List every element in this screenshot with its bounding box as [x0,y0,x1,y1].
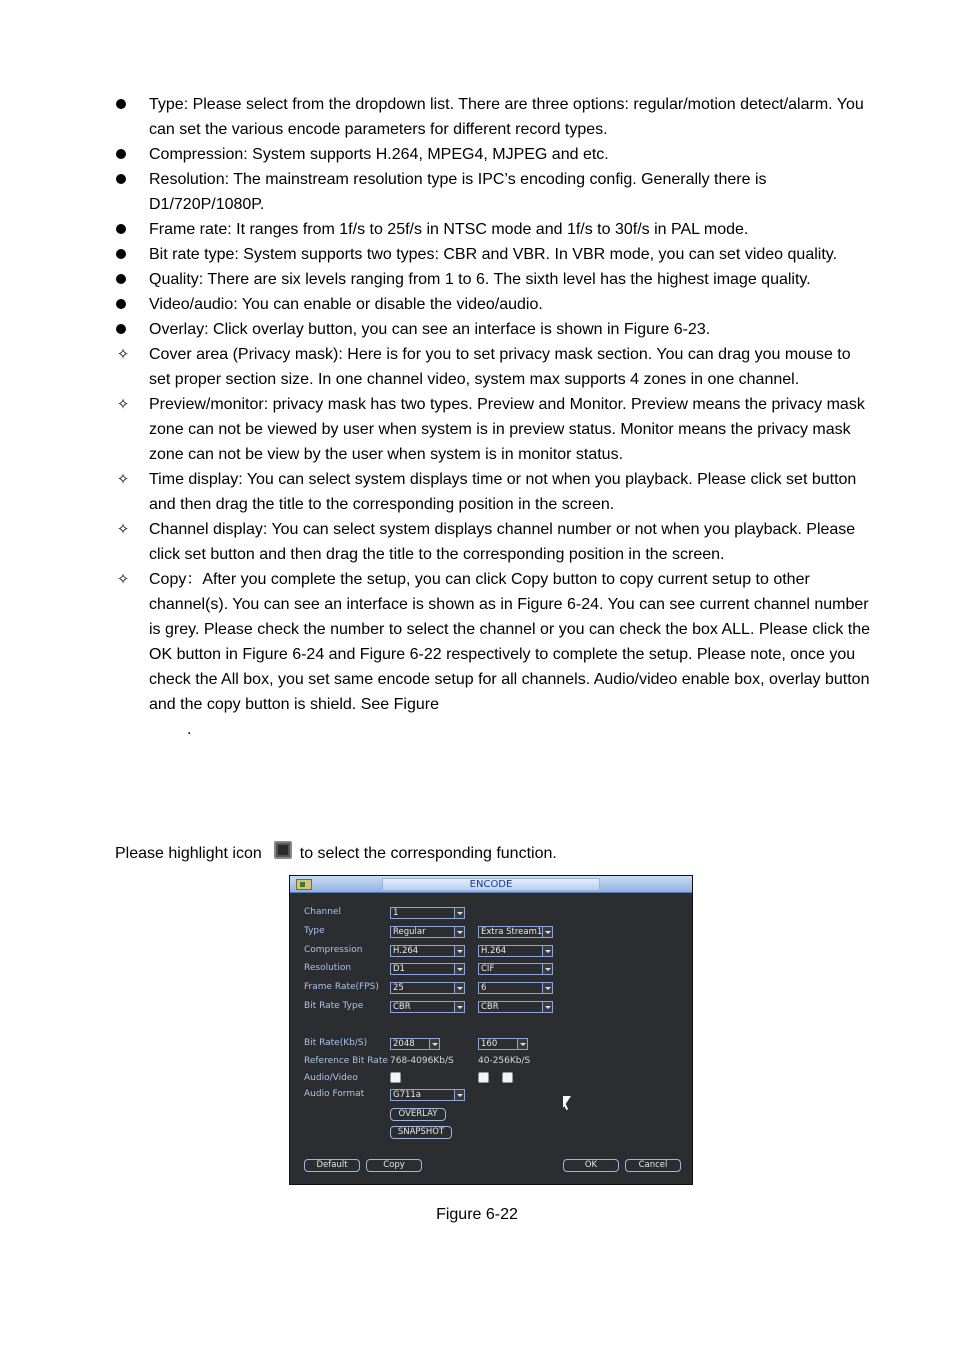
dialog-title-bar [290,876,692,893]
list-item [115,267,875,292]
resolution-value: D1 [393,964,405,974]
extra-type-value: Extra Stream1 [481,927,543,937]
extra-frame-rate-value: 6 [481,983,487,993]
list-item [115,392,875,467]
channel-select[interactable] [390,907,465,919]
extra-resolution-value: CIF [481,964,495,974]
list-item [115,342,875,392]
label-resolution: Resolution [304,963,352,973]
list-item [115,92,875,142]
label-bit-rate: Bit Rate(Kb/S) [304,1038,368,1048]
overlay-button[interactable]: OVERLAY [390,1108,446,1121]
bullet-diamond-icon: ✧ [116,571,130,588]
list-item [115,242,875,267]
bullet-diamond-icon: ✧ [116,471,130,488]
extra-audio-checkbox[interactable] [502,1072,513,1083]
extra-bit-rate-select[interactable] [478,1038,528,1050]
audio-format-value: G711a [393,1090,422,1100]
extra-reference-bit-rate-value: 40-256Kb/S [478,1056,531,1066]
chevron-down-icon [542,983,552,993]
extra-frame-rate-select[interactable] [478,982,553,994]
list-item-text: Channel display: You can select system displays channel number or not when you playback. Please click set button and then drag the title to the corresponding position in the screen. [149,521,856,563]
chevron-down-icon [517,1039,527,1049]
bit-rate-type-value: CBR [393,1002,411,1012]
frame-rate-select[interactable] [390,982,465,994]
list-item-text: Cover area (Privacy mask): Here is for you to set privacy mask section. You can drag you mouse to set proper section size. In one channel video, system max supports 4 zones in one channel. [149,346,851,388]
list-item [115,292,875,317]
list-item [115,142,875,167]
chevron-down-icon [454,946,464,956]
figure-caption: Figure 6-22 [436,1206,518,1223]
chevron-down-icon [542,1002,552,1012]
bit-rate-value: 2048 [393,1039,415,1049]
list-item-text: . [187,721,192,738]
chevron-down-icon [542,964,552,974]
label-channel: Channel [304,907,341,917]
bit-rate-type-select[interactable] [390,1001,465,1013]
bullet-diamond-icon: ✧ [116,396,130,413]
chevron-down-icon [454,983,464,993]
list-item-text: Time display: You can select system displays time or not when you playback. Please click set button and then drag the title to the corresponding position in the screen. [149,471,857,513]
label-audio-video: Audio/Video [304,1073,358,1083]
bullet-diamond-icon: ✧ [116,521,130,538]
extra-compression-value: H.264 [481,946,507,956]
list-item-text: Type: Please select from the dropdown list. There are three options: regular/motion detect/alarm. You can set the various encode parameters for different record types. [149,96,864,138]
label-frame-rate: Frame Rate(FPS) [304,982,379,992]
list-item-text: Bit rate type: System supports two types: CBR and VBR. In VBR mode, you can set video quality. [149,246,838,263]
list-item-text: Quality: There are six levels ranging from 1 to 6. The sixth level has the highest image quality. [149,271,811,288]
label-compression: Compression [304,945,363,955]
label-reference-bit-rate: Reference Bit Rate [304,1056,388,1066]
chevron-down-icon [542,946,552,956]
extra-type-select[interactable] [478,926,553,938]
cancel-button[interactable]: Cancel [625,1159,681,1172]
list-item [115,167,875,217]
list-item-text: Resolution: The mainstream resolution type is IPC’s encoding config. Generally there is D1/720P/1080P. [149,171,767,213]
list-item [115,317,875,342]
chevron-down-icon [454,908,464,918]
highlight-text-before: Please highlight icon [115,845,262,862]
channel-value: 1 [393,908,399,918]
resolution-select[interactable] [390,963,465,975]
ok-button[interactable]: OK [563,1159,619,1172]
dialog-app-icon [296,879,312,890]
type-select[interactable] [390,926,465,938]
chevron-down-icon [542,927,552,937]
bit-rate-select[interactable] [390,1038,440,1050]
list-item [115,717,875,742]
default-button[interactable]: Default [304,1159,360,1172]
bullet-diamond-icon: ✧ [116,346,130,363]
copy-button[interactable]: Copy [366,1159,422,1172]
extra-bit-rate-value: 160 [481,1039,498,1049]
snapshot-button[interactable]: SNAPSHOT [390,1126,452,1139]
chevron-down-icon [429,1039,439,1049]
audio-format-select[interactable] [390,1089,465,1101]
reference-bit-rate-value: 768-4096Kb/S [390,1056,454,1066]
list-item [115,217,875,242]
label-bit-rate-type: Bit Rate Type [304,1001,364,1011]
extra-bit-rate-type-value: CBR [481,1002,499,1012]
extra-video-checkbox[interactable] [478,1072,489,1083]
chevron-down-icon [454,964,464,974]
encode-menu-icon [274,841,292,859]
list-item [115,567,875,717]
list-item-text: Overlay: Click overlay button, you can see an interface is shown in Figure 6-23. [149,321,711,338]
compression-select[interactable] [390,945,465,957]
list-item [115,467,875,517]
extra-bit-rate-type-select[interactable] [478,1001,553,1013]
list-item-text: Preview/monitor: privacy mask has two types. Preview and Monitor. Preview means the privacy mask zone can not be viewed by user when system is in preview status. Monitor means the privacy mask zone can not be view by the user when system is in monitor status. [149,396,865,463]
type-value: Regular [393,927,426,937]
chevron-down-icon [454,927,464,937]
audio-video-checkbox[interactable] [390,1072,401,1083]
list-item-text: Frame rate: It ranges from 1f/s to 25f/s in NTSC mode and 1f/s to 30f/s in PAL mode. [149,221,749,238]
chevron-down-icon [454,1090,464,1100]
label-audio-format: Audio Format [304,1089,365,1099]
dialog-title: ENCODE [469,879,513,890]
extra-compression-select[interactable] [478,945,553,957]
label-type: Type [304,926,325,936]
list-item-text: Video/audio: You can enable or disable the video/audio. [149,296,543,313]
highlight-text-after: to select the corresponding function. [299,845,557,862]
frame-rate-value: 25 [393,983,404,993]
list-item [115,517,875,567]
list-item-text: Copy：After you complete the setup, you can click Copy button to copy current setup to other channel(s). You can see an interface is shown as in Figure 6-24. You can see current channel number is grey. Please check the number to select the channel or you can check the box ALL. Please click the OK button in Figure 6-24 and Figure 6-22 respectively to complete the setup. Please note, once you check the All box, you set same encode setup for all channels. Audio/video enable box, overlay button and the copy button is shield. See Figure [149,571,870,713]
chevron-down-icon [454,1002,464,1012]
encode-dialog-screenshot [289,875,693,1185]
highlight-instruction [115,841,557,866]
extra-resolution-select[interactable] [478,963,553,975]
compression-value: H.264 [393,946,419,956]
list-item-text: Compression: System supports H.264, MPEG4, MJPEG and etc. [149,146,609,163]
instruction-list [115,92,875,742]
